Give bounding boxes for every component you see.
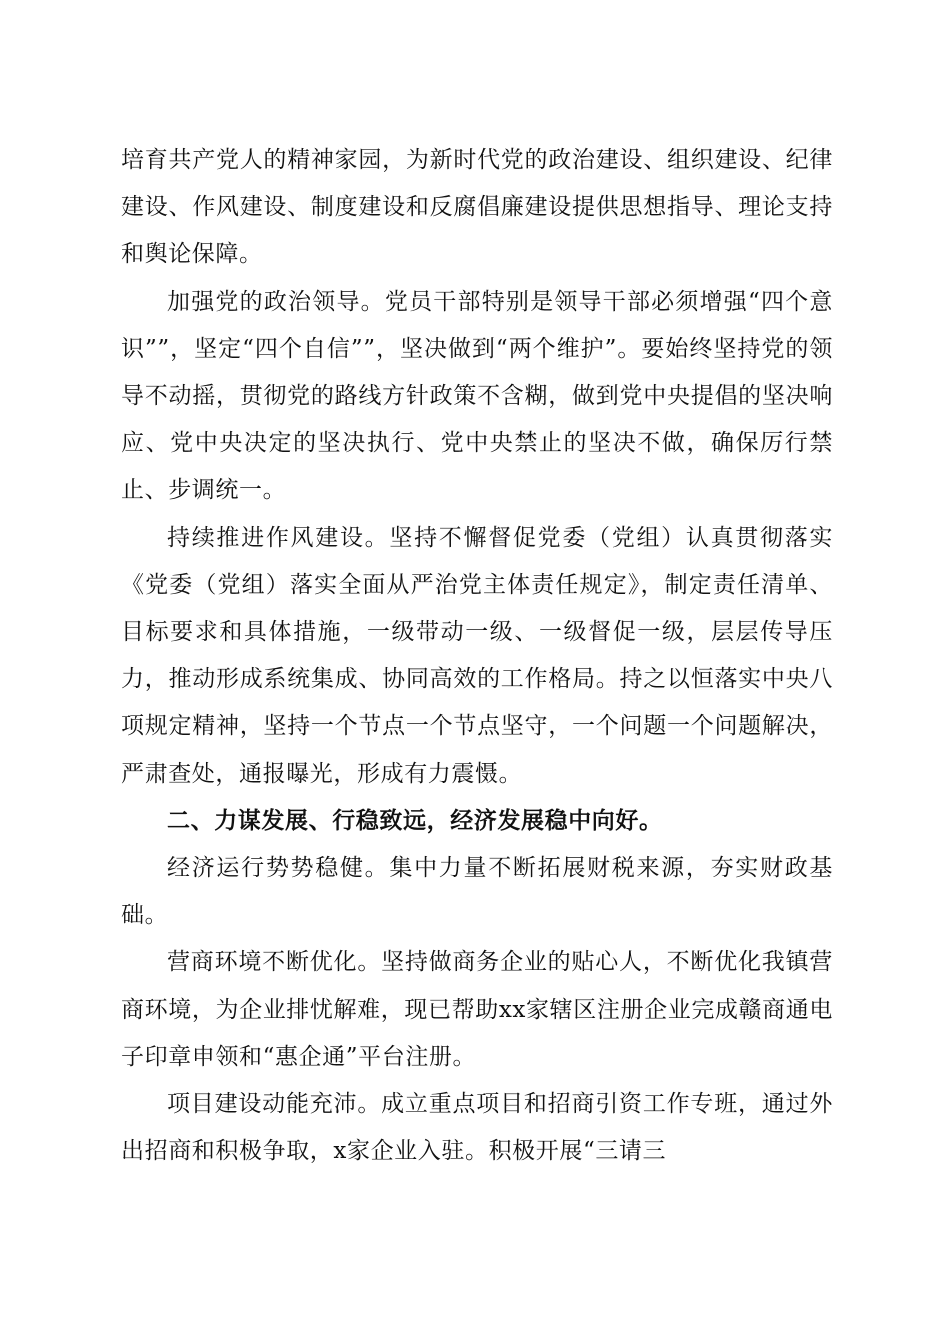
paragraph-work-style: 持续推进作风建设。坚持不懈督促党委（党组）认真贯彻落实《党委（党组）落实全面从严治党主体责任规定》，制定责任清单、目标要求和具体措施，一级带动一级、一级督促一级，层层传导压力，推动形成系统集成、协同高效的工作格局。持之以恒落实中央八项规定精神，坚持一个节点一个节点坚守，一个问题一个问题解决，严肃查处，通报曝光，形成有力震慑。 — [121, 524, 833, 787]
paragraph-political-leadership: 加强党的政治领导。党员干部特别是领导干部必须增强“四个意识””，坚定“四个自信””，坚决做到“两个维护”。要始终坚持党的领导不动摇，贯彻党的路线方针政策不含糊，做到党中央提倡的坚决响应、党中央决定的坚决执行、党中央禁止的坚决不做，确保厉行禁止、步调统一。 — [121, 288, 833, 504]
document-body — [121, 137, 833, 1175]
paragraph-economic-operation: 经济运行势势稳健。集中力量不断拓展财税来源，夯实财政基础。 — [121, 855, 833, 929]
section-heading-economic-development: 二、力谋发展、行稳致远，经济发展稳中向好。 — [167, 807, 663, 834]
paragraph-business-environment: 营商环境不断优化。坚持做商务企业的贴心人，不断优化我镇营商环境，为企业排忧解难，现已帮助xx家辖区注册企业完成赣商通电子印章申领和“惠企通”平台注册。 — [121, 949, 833, 1070]
paragraph-continuation: 培育共产党人的精神家园，为新时代党的政治建设、组织建设、纪律建设、作风建设、制度建设和反腐倡廉建设提供思想指导、理论支持和舆论保障。 — [121, 147, 833, 268]
paragraph-project-construction: 项目建设动能充沛。成立重点项目和招商引资工作专班，通过外出招商和积极争取，x家企业入驻。积极开展“三请三 — [121, 1091, 833, 1165]
